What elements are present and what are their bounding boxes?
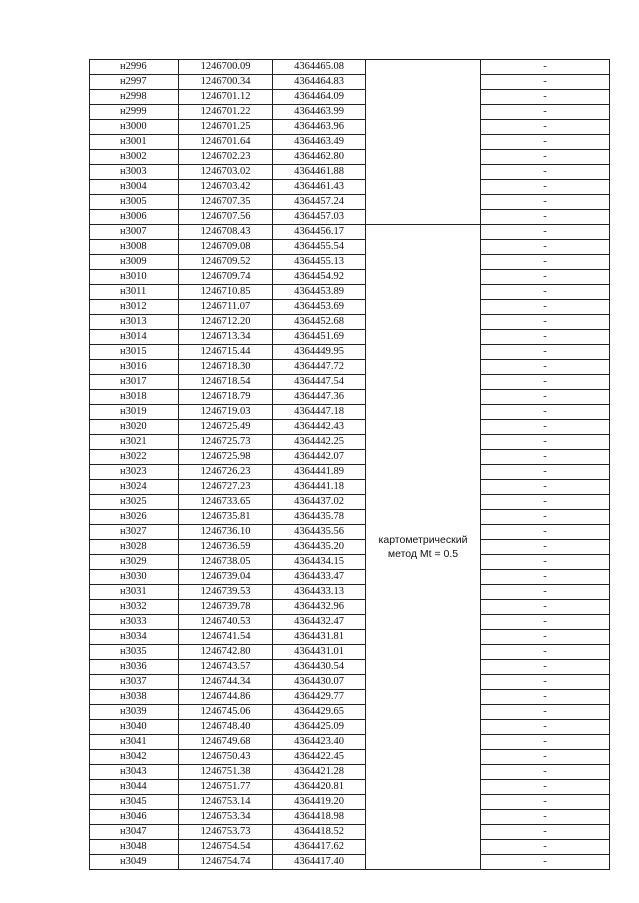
precision-dash-cell: - [481,90,610,105]
point-name-cell: н3014 [90,330,179,345]
point-name-cell: н3006 [90,210,179,225]
precision-dash-cell: - [481,420,610,435]
point-name-cell: н3030 [90,570,179,585]
x-coordinate-cell: 1246727.23 [179,480,273,495]
table-row [90,165,610,180]
precision-dash-cell: - [481,225,610,240]
point-name-cell: н3029 [90,555,179,570]
table-row [90,510,610,525]
y-coordinate-cell: 4364422.45 [273,750,366,765]
coordinates-table-sheet [89,59,609,867]
precision-dash-cell: - [481,435,610,450]
table-row [90,495,610,510]
x-coordinate-cell: 1246749.68 [179,735,273,750]
y-coordinate-cell: 4364429.65 [273,705,366,720]
x-coordinate-cell: 1246743.57 [179,660,273,675]
precision-dash-cell: - [481,180,610,195]
x-coordinate-cell: 1246715.44 [179,345,273,360]
point-name-cell: н3003 [90,165,179,180]
x-coordinate-cell: 1246701.22 [179,105,273,120]
y-coordinate-cell: 4364463.96 [273,120,366,135]
x-coordinate-cell: 1246739.53 [179,585,273,600]
table-row [90,120,610,135]
point-name-cell: н3022 [90,450,179,465]
point-name-cell: н3021 [90,435,179,450]
y-coordinate-cell: 4364423.40 [273,735,366,750]
table-row [90,660,610,675]
table-row [90,405,610,420]
x-coordinate-cell: 1246703.42 [179,180,273,195]
table-row [90,615,610,630]
table-row [90,135,610,150]
table-row [90,705,610,720]
y-coordinate-cell: 4364435.20 [273,540,366,555]
x-coordinate-cell: 1246707.35 [179,195,273,210]
point-name-cell: н3013 [90,315,179,330]
table-row [90,825,610,840]
table-row [90,540,610,555]
point-name-cell: н3000 [90,120,179,135]
table-row [90,285,610,300]
precision-dash-cell: - [481,105,610,120]
table-row [90,330,610,345]
table-row [90,420,610,435]
precision-dash-cell: - [481,750,610,765]
x-coordinate-cell: 1246718.54 [179,375,273,390]
point-name-cell: н3011 [90,285,179,300]
table-row [90,60,610,75]
table-row [90,600,610,615]
y-coordinate-cell: 4364453.69 [273,300,366,315]
y-coordinate-cell: 4364449.95 [273,345,366,360]
y-coordinate-cell: 4364447.72 [273,360,366,375]
point-name-cell: н3032 [90,600,179,615]
point-name-cell: н3016 [90,360,179,375]
y-coordinate-cell: 4364442.43 [273,420,366,435]
y-coordinate-cell: 4364456.17 [273,225,366,240]
y-coordinate-cell: 4364465.08 [273,60,366,75]
point-name-cell: н3027 [90,525,179,540]
table-row [90,300,610,315]
precision-dash-cell: - [481,555,610,570]
table-row [90,195,610,210]
precision-dash-cell: - [481,330,610,345]
precision-dash-cell: - [481,570,610,585]
precision-dash-cell: - [481,690,610,705]
point-name-cell: н3017 [90,375,179,390]
table-row [90,240,610,255]
point-name-cell: н3025 [90,495,179,510]
y-coordinate-cell: 4364431.81 [273,630,366,645]
precision-dash-cell: - [481,345,610,360]
table-row [90,585,610,600]
y-coordinate-cell: 4364433.13 [273,585,366,600]
precision-dash-cell: - [481,855,610,870]
x-coordinate-cell: 1246744.86 [179,690,273,705]
y-coordinate-cell: 4364451.69 [273,330,366,345]
x-coordinate-cell: 1246738.05 [179,555,273,570]
x-coordinate-cell: 1246742.80 [179,645,273,660]
y-coordinate-cell: 4364461.88 [273,165,366,180]
precision-dash-cell: - [481,210,610,225]
table-row [90,465,610,480]
precision-dash-cell: - [481,120,610,135]
y-coordinate-cell: 4364447.36 [273,390,366,405]
point-name-cell: н3031 [90,585,179,600]
y-coordinate-cell: 4364420.81 [273,780,366,795]
table-row [90,630,610,645]
precision-dash-cell: - [481,825,610,840]
method-cell: картометрический метод Mt = 0.5 [366,225,481,870]
x-coordinate-cell: 1246701.64 [179,135,273,150]
precision-dash-cell: - [481,600,610,615]
x-coordinate-cell: 1246701.25 [179,120,273,135]
x-coordinate-cell: 1246709.52 [179,255,273,270]
y-coordinate-cell: 4364432.96 [273,600,366,615]
point-name-cell: н3015 [90,345,179,360]
precision-dash-cell: - [481,540,610,555]
precision-dash-cell: - [481,405,610,420]
table-row [90,180,610,195]
x-coordinate-cell: 1246733.65 [179,495,273,510]
table-row [90,345,610,360]
table-row [90,360,610,375]
y-coordinate-cell: 4364430.07 [273,675,366,690]
table-row [90,75,610,90]
point-name-cell: н3037 [90,675,179,690]
point-name-cell: н2999 [90,105,179,120]
table-row [90,840,610,855]
point-name-cell: н3001 [90,135,179,150]
x-coordinate-cell: 1246712.20 [179,315,273,330]
x-coordinate-cell: 1246702.23 [179,150,273,165]
point-name-cell: н3048 [90,840,179,855]
y-coordinate-cell: 4364429.77 [273,690,366,705]
y-coordinate-cell: 4364457.24 [273,195,366,210]
table-row [90,255,610,270]
y-coordinate-cell: 4364430.54 [273,660,366,675]
y-coordinate-cell: 4364463.99 [273,105,366,120]
y-coordinate-cell: 4364418.52 [273,825,366,840]
precision-dash-cell: - [481,735,610,750]
table-row [90,90,610,105]
y-coordinate-cell: 4364417.62 [273,840,366,855]
precision-dash-cell: - [481,645,610,660]
x-coordinate-cell: 1246708.43 [179,225,273,240]
point-name-cell: н2997 [90,75,179,90]
x-coordinate-cell: 1246718.79 [179,390,273,405]
x-coordinate-cell: 1246713.34 [179,330,273,345]
precision-dash-cell: - [481,315,610,330]
point-name-cell: н3002 [90,150,179,165]
table-row [90,450,610,465]
precision-dash-cell: - [481,495,610,510]
x-coordinate-cell: 1246703.02 [179,165,273,180]
point-name-cell: н3042 [90,750,179,765]
precision-dash-cell: - [481,270,610,285]
point-name-cell: н3009 [90,255,179,270]
precision-dash-cell: - [481,195,610,210]
y-coordinate-cell: 4364452.68 [273,315,366,330]
x-coordinate-cell: 1246725.98 [179,450,273,465]
table-row [90,720,610,735]
x-coordinate-cell: 1246741.54 [179,630,273,645]
precision-dash-cell: - [481,360,610,375]
x-coordinate-cell: 1246735.81 [179,510,273,525]
x-coordinate-cell: 1246710.85 [179,285,273,300]
precision-dash-cell: - [481,300,610,315]
point-name-cell: н3038 [90,690,179,705]
table-row [90,690,610,705]
y-coordinate-cell: 4364453.89 [273,285,366,300]
precision-dash-cell: - [481,390,610,405]
y-coordinate-cell: 4364464.09 [273,90,366,105]
table-row [90,525,610,540]
precision-dash-cell: - [481,255,610,270]
x-coordinate-cell: 1246751.38 [179,765,273,780]
point-name-cell: н3004 [90,180,179,195]
x-coordinate-cell: 1246719.03 [179,405,273,420]
point-name-cell: н3039 [90,705,179,720]
point-name-cell: н3041 [90,735,179,750]
y-coordinate-cell: 4364462.80 [273,150,366,165]
precision-dash-cell: - [481,60,610,75]
precision-dash-cell: - [481,465,610,480]
x-coordinate-cell: 1246740.53 [179,615,273,630]
x-coordinate-cell: 1246751.77 [179,780,273,795]
y-coordinate-cell: 4364419.20 [273,795,366,810]
precision-dash-cell: - [481,630,610,645]
point-name-cell: н3018 [90,390,179,405]
x-coordinate-cell: 1246707.56 [179,210,273,225]
precision-dash-cell: - [481,765,610,780]
table-row [90,315,610,330]
point-name-cell: н3028 [90,540,179,555]
point-name-cell: н3008 [90,240,179,255]
table-row [90,105,610,120]
point-name-cell: н3040 [90,720,179,735]
x-coordinate-cell: 1246709.08 [179,240,273,255]
x-coordinate-cell: 1246748.40 [179,720,273,735]
precision-dash-cell: - [481,840,610,855]
y-coordinate-cell: 4364434.15 [273,555,366,570]
precision-dash-cell: - [481,705,610,720]
precision-dash-cell: - [481,615,610,630]
precision-dash-cell: - [481,480,610,495]
precision-dash-cell: - [481,375,610,390]
table-row [90,765,610,780]
table-row [90,855,610,870]
coordinates-table [89,59,610,870]
y-coordinate-cell: 4364442.07 [273,450,366,465]
point-name-cell: н3043 [90,765,179,780]
y-coordinate-cell: 4364447.18 [273,405,366,420]
table-row [90,780,610,795]
y-coordinate-cell: 4364418.98 [273,810,366,825]
x-coordinate-cell: 1246744.34 [179,675,273,690]
point-name-cell: н3045 [90,795,179,810]
point-name-cell: н3049 [90,855,179,870]
table-row [90,795,610,810]
precision-dash-cell: - [481,165,610,180]
table-row [90,570,610,585]
precision-dash-cell: - [481,675,610,690]
point-name-cell: н3046 [90,810,179,825]
y-coordinate-cell: 4364441.18 [273,480,366,495]
y-coordinate-cell: 4364417.40 [273,855,366,870]
y-coordinate-cell: 4364432.47 [273,615,366,630]
table-row [90,150,610,165]
precision-dash-cell: - [481,660,610,675]
x-coordinate-cell: 1246754.74 [179,855,273,870]
precision-dash-cell: - [481,285,610,300]
y-coordinate-cell: 4364454.92 [273,270,366,285]
point-name-cell: н3005 [90,195,179,210]
x-coordinate-cell: 1246739.78 [179,600,273,615]
x-coordinate-cell: 1246725.73 [179,435,273,450]
x-coordinate-cell: 1246700.09 [179,60,273,75]
table-row [90,390,610,405]
point-name-cell: н3044 [90,780,179,795]
x-coordinate-cell: 1246753.34 [179,810,273,825]
x-coordinate-cell: 1246718.30 [179,360,273,375]
x-coordinate-cell: 1246726.23 [179,465,273,480]
y-coordinate-cell: 4364437.02 [273,495,366,510]
table-row [90,270,610,285]
table-row [90,435,610,450]
point-name-cell: н3024 [90,480,179,495]
x-coordinate-cell: 1246739.04 [179,570,273,585]
table-row [90,675,610,690]
point-name-cell: н3012 [90,300,179,315]
precision-dash-cell: - [481,75,610,90]
precision-dash-cell: - [481,810,610,825]
precision-dash-cell: - [481,450,610,465]
y-coordinate-cell: 4364455.13 [273,255,366,270]
y-coordinate-cell: 4364425.09 [273,720,366,735]
point-name-cell: н3010 [90,270,179,285]
x-coordinate-cell: 1246725.49 [179,420,273,435]
point-name-cell: н3020 [90,420,179,435]
x-coordinate-cell: 1246711.07 [179,300,273,315]
x-coordinate-cell: 1246754.54 [179,840,273,855]
table-row [90,555,610,570]
precision-dash-cell: - [481,780,610,795]
x-coordinate-cell: 1246750.43 [179,750,273,765]
precision-dash-cell: - [481,525,610,540]
table-row [90,210,610,225]
y-coordinate-cell: 4364431.01 [273,645,366,660]
table-row [90,645,610,660]
table-row [90,480,610,495]
y-coordinate-cell: 4364435.78 [273,510,366,525]
y-coordinate-cell: 4364463.49 [273,135,366,150]
y-coordinate-cell: 4364433.47 [273,570,366,585]
point-name-cell: н3047 [90,825,179,840]
x-coordinate-cell: 1246753.73 [179,825,273,840]
x-coordinate-cell: 1246736.10 [179,525,273,540]
precision-dash-cell: - [481,510,610,525]
point-name-cell: н3023 [90,465,179,480]
x-coordinate-cell: 1246701.12 [179,90,273,105]
x-coordinate-cell: 1246745.06 [179,705,273,720]
point-name-cell: н3007 [90,225,179,240]
x-coordinate-cell: 1246753.14 [179,795,273,810]
y-coordinate-cell: 4364461.43 [273,180,366,195]
point-name-cell: н3033 [90,615,179,630]
y-coordinate-cell: 4364435.56 [273,525,366,540]
y-coordinate-cell: 4364447.54 [273,375,366,390]
precision-dash-cell: - [481,240,610,255]
point-name-cell: н3019 [90,405,179,420]
y-coordinate-cell: 4364457.03 [273,210,366,225]
coordinates-table-body [90,60,610,870]
x-coordinate-cell: 1246709.74 [179,270,273,285]
table-row [90,810,610,825]
precision-dash-cell: - [481,795,610,810]
y-coordinate-cell: 4364421.28 [273,765,366,780]
point-name-cell: н3035 [90,645,179,660]
y-coordinate-cell: 4364441.89 [273,465,366,480]
precision-dash-cell: - [481,150,610,165]
y-coordinate-cell: 4364464.83 [273,75,366,90]
point-name-cell: н3034 [90,630,179,645]
precision-dash-cell: - [481,135,610,150]
table-row [90,375,610,390]
point-name-cell: н2998 [90,90,179,105]
table-row [90,735,610,750]
point-name-cell: н3036 [90,660,179,675]
table-row [90,225,610,240]
point-name-cell: н2996 [90,60,179,75]
method-cell-empty [366,60,481,225]
table-row [90,750,610,765]
y-coordinate-cell: 4364455.54 [273,240,366,255]
x-coordinate-cell: 1246736.59 [179,540,273,555]
x-coordinate-cell: 1246700.34 [179,75,273,90]
precision-dash-cell: - [481,720,610,735]
y-coordinate-cell: 4364442.25 [273,435,366,450]
point-name-cell: н3026 [90,510,179,525]
precision-dash-cell: - [481,585,610,600]
